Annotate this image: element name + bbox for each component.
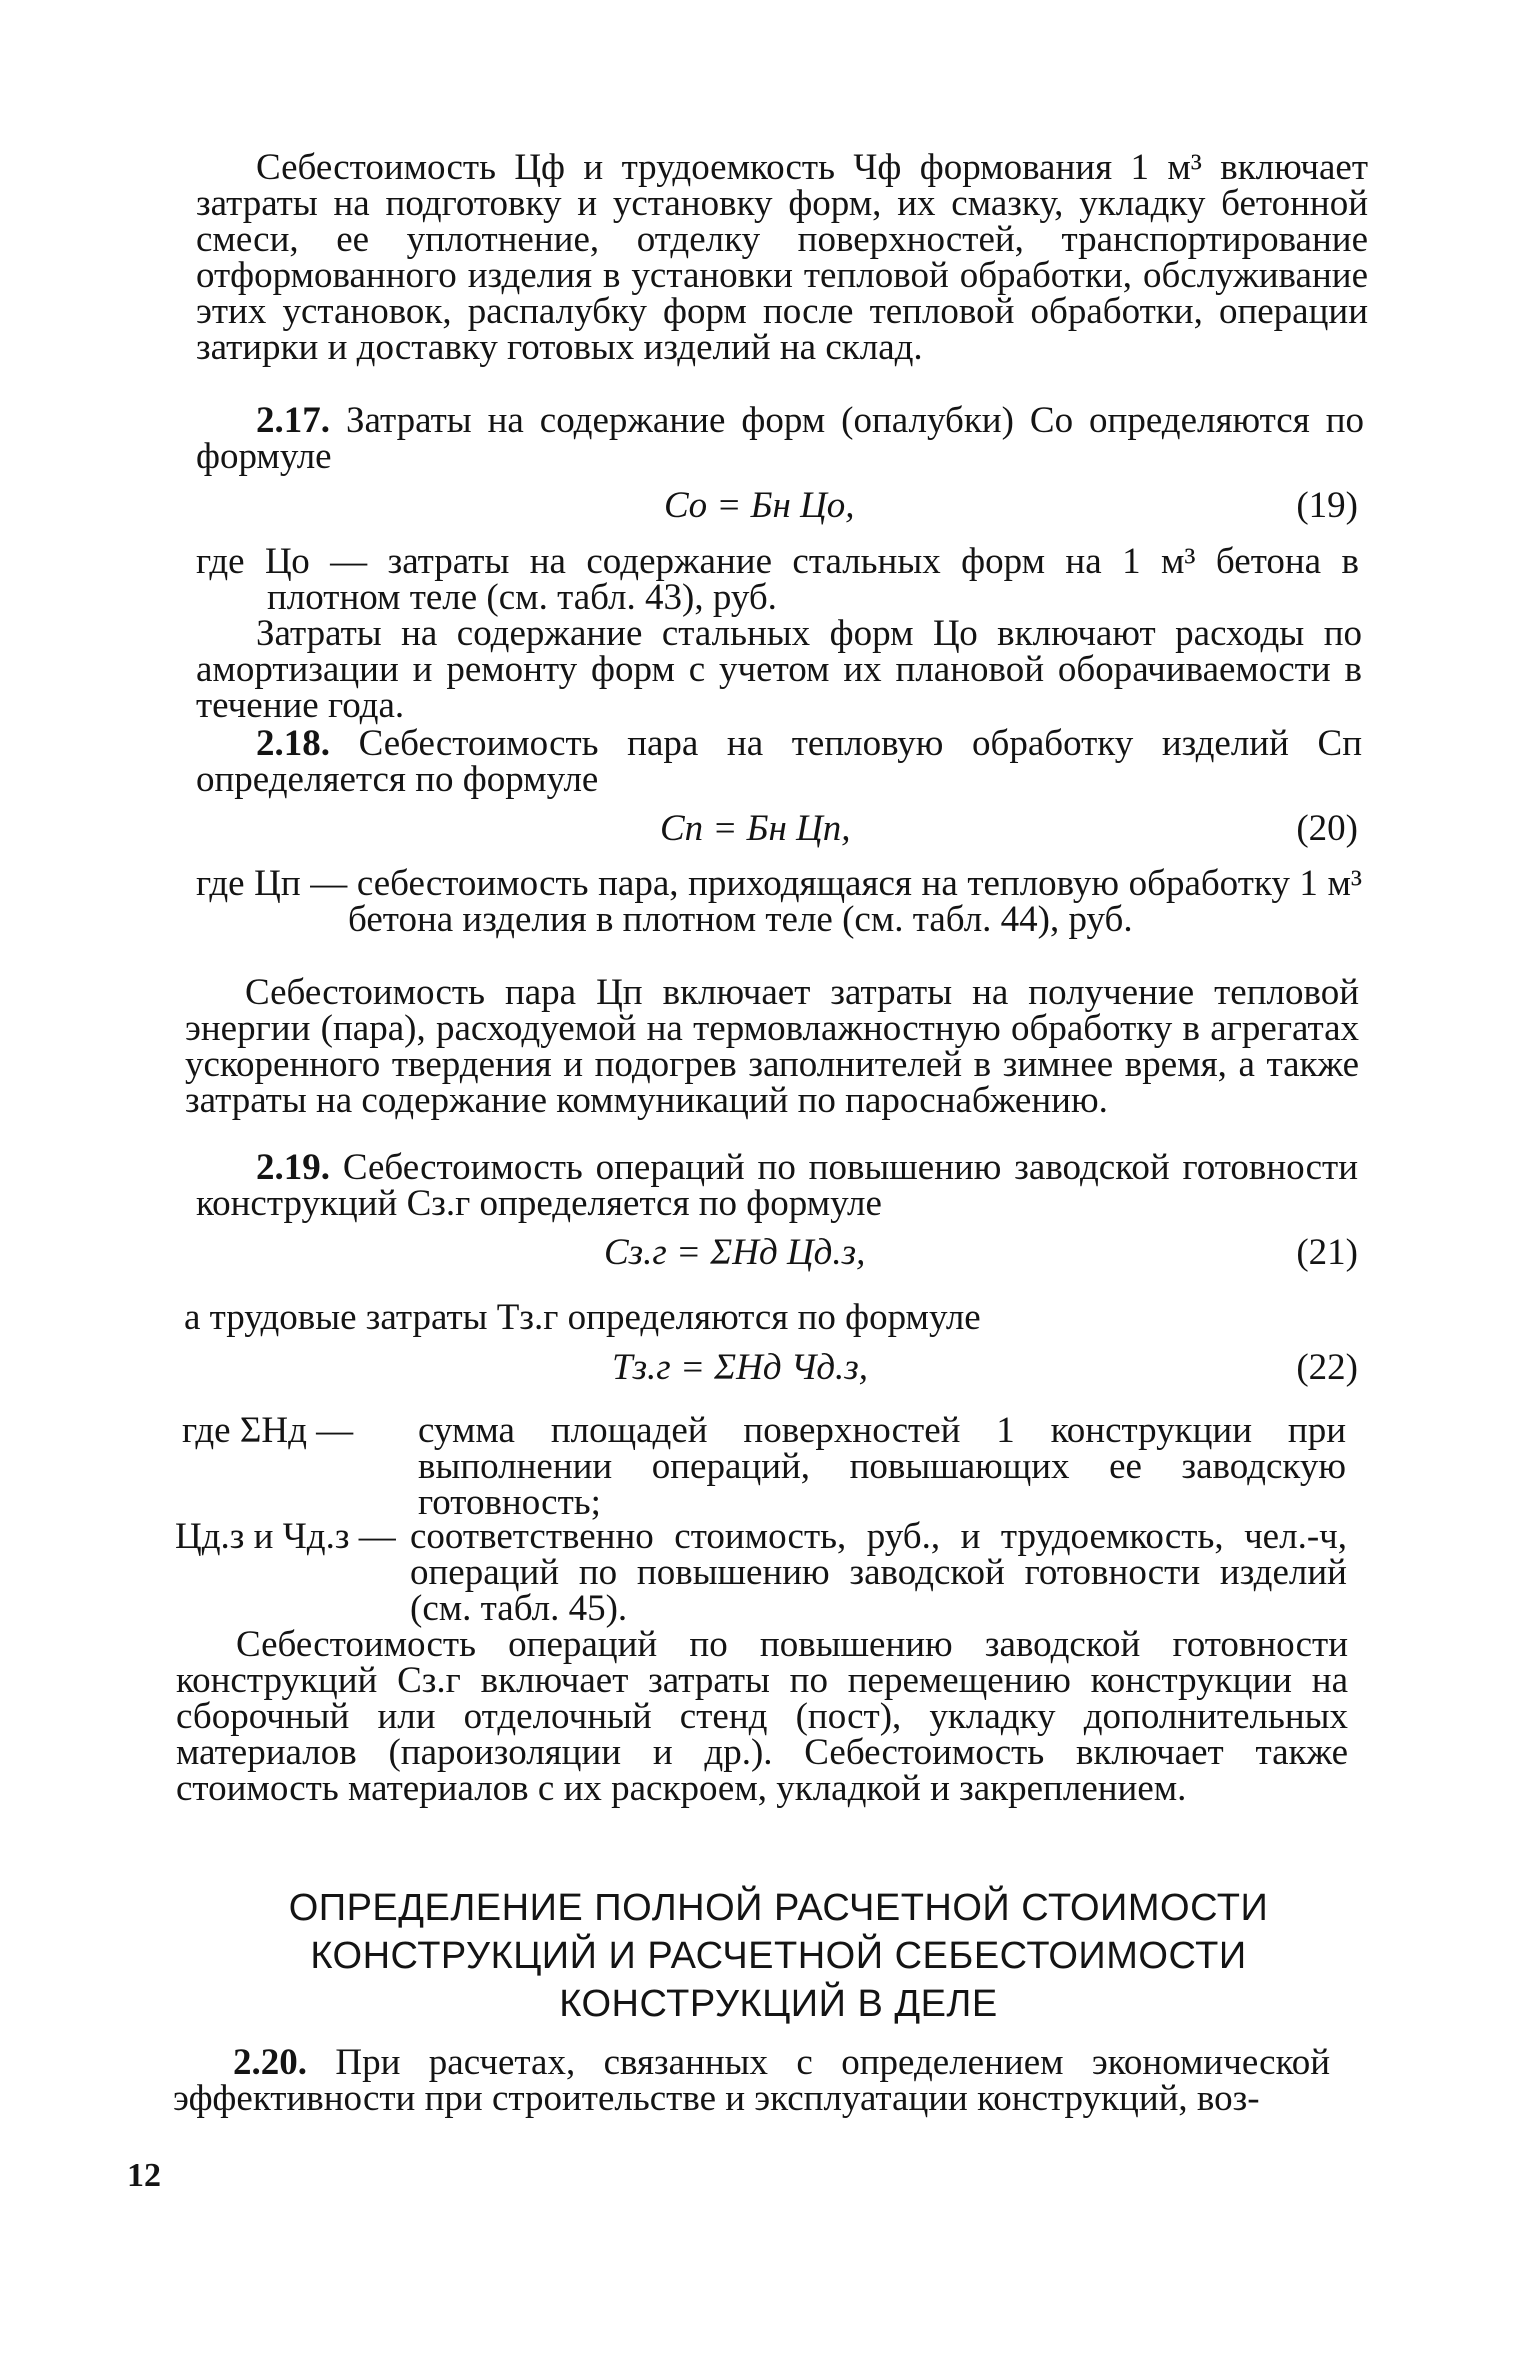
- formula-22: Tз.г = ΣHд Чд.з,: [612, 1347, 868, 1388]
- paragraph-mold-maintenance: Затраты на содержание стальных форм Цо включают расходы по амортизации и ремонту форм с учетом их плановой оборачиваемости в течение года.: [196, 613, 1362, 726]
- clause-text-2-18: Себестоимость пара на тепловую обработку изделий Cп определяется по формуле: [196, 723, 1362, 800]
- paragraph-readiness-cost: Себестоимость операций по повышению заводской готовности конструкций Cз.г включает затраты по перемещению конструкции на сборочный или отделочный стенд (пост), укладку дополнительных материалов (пароизоляции и др.). Себестоимость включает также стоимость материалов с их раскроем, укладкой и закреплением.: [176, 1624, 1348, 1809]
- clause-text-2-17: Затраты на содержание форм (опалубки) Cо определяются по формуле: [196, 400, 1365, 477]
- paragraph-forming-cost: Себестоимость Цф и трудоемкость Чф формования 1 м³ включает затраты на подготовку и установку форм, их смазку, укладку бетонной смеси, ее уплотнение, отделку поверхностей, транспортирование отформованного изделия в установки тепловой обработки, обслуживание этих установок, распалубку форм после тепловой обработки, операции затирки и доставку готовых изделий на склад.: [196, 147, 1368, 368]
- equation-number-22: (22): [1296, 1347, 1358, 1388]
- paragraph-2-20: [173, 2042, 1330, 2119]
- where-text-22a: сумма площадей поверхностей 1 конструкции при выполнении операций, повышающих ее заводскую готовность;: [418, 1410, 1346, 1523]
- paragraph-2-19: [196, 1147, 1358, 1224]
- clause-text-2-20: При расчетах, связанных с определением экономической эффективности при строительстве и эксплуатации конструкций, воз-: [173, 2042, 1330, 2119]
- where-label-22a: где ΣHд —: [182, 1410, 354, 1451]
- clause-number-2-20: 2.20.: [233, 2042, 307, 2083]
- equation-number-21: (21): [1296, 1232, 1358, 1273]
- paragraph-2-17: [196, 400, 1365, 477]
- where-clause-20: [196, 863, 1362, 940]
- formula-20: Cп = Бн Цп,: [660, 808, 851, 849]
- where-text-22b: соответственно стоимость, руб., и трудоемкость, чел.-ч, операций по повышению заводской готовности изделий (см. табл. 45).: [410, 1516, 1347, 1629]
- equation-number-19: (19): [1296, 485, 1358, 526]
- clause-number-2-19: 2.19.: [256, 1147, 330, 1188]
- where-label-22b: Цд.з и Чд.з —: [175, 1516, 396, 1557]
- equation-number-20: (20): [1296, 808, 1358, 849]
- clause-number-2-18: 2.18.: [256, 723, 330, 764]
- where-text-19: где Цо — затраты на содержание стальных форм на 1 м³ бетона в плотном теле (см. табл. 43), руб.: [196, 541, 1359, 618]
- where-clause-19: [196, 541, 1359, 618]
- paragraph-2-18: [196, 723, 1362, 800]
- formula-21: Cз.г = ΣHд Цд.з,: [604, 1232, 866, 1273]
- paragraph-labor-costs: а трудовые затраты Tз.г определяются по формуле: [184, 1297, 981, 1338]
- formula-19: Cо = Бн Цо,: [664, 485, 855, 526]
- section-heading: ОПРЕДЕЛЕНИЕ ПОЛНОЙ РАСЧЕТНОЙ СТОИМОСТИ КОНСТРУКЦИЙ И РАСЧЕТНОЙ СЕБЕСТОИМОСТИ КОНСТРУКЦИЙ В ДЕЛЕ: [288, 1887, 1269, 2025]
- page-number: 12: [127, 2157, 161, 2194]
- clause-text-2-19: Себестоимость операций по повышению заводской готовности конструкций Cз.г определяется по формуле: [196, 1147, 1358, 1224]
- paragraph-steam-cost: Себестоимость пара Цп включает затраты на получение тепловой энергии (пара), расходуемой на термовлажностную обработку в агрегатах ускоренного твердения и подогрев заполнителей в зимнее время, а также затраты на содержание коммуникаций по пароснабжению.: [185, 972, 1359, 1121]
- clause-number-2-17: 2.17.: [256, 400, 330, 441]
- where-text-20: где Цп — себестоимость пара, приходящаяся на тепловую обработку 1 м³ бетона изделия в плотном теле (см. табл. 44), руб.: [196, 863, 1362, 940]
